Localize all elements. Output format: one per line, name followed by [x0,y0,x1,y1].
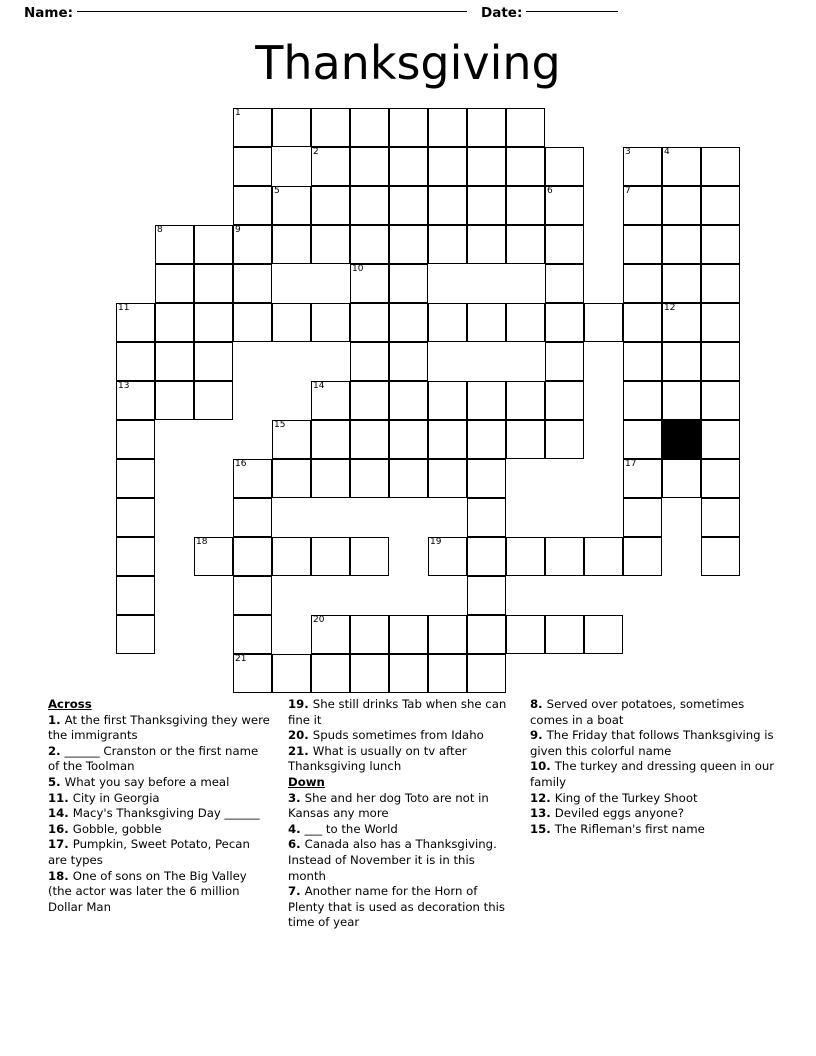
clue-text: Canada also has a Thanksgiving. Instead of November it is in this month [288,837,497,883]
grid-cell[interactable] [545,381,584,420]
grid-cell[interactable] [623,498,662,537]
grid-cell[interactable] [116,537,155,576]
grid-cell-number: 4 [664,147,670,157]
clue-text: Spuds sometimes from Idaho [312,728,484,743]
grid-cell[interactable] [623,420,662,459]
clue-item [288,744,516,775]
grid-cell[interactable] [233,498,272,537]
clue-item [48,713,270,744]
clue-item [48,837,270,868]
grid-cell[interactable] [116,342,155,381]
clue-text: The turkey and dressing queen in our family [530,759,775,789]
grid-cell[interactable] [272,459,311,498]
grid-cell[interactable] [233,225,272,264]
grid-cell[interactable] [428,225,467,264]
grid-cell[interactable] [662,381,701,420]
grid-cell[interactable] [311,225,350,264]
clue-text: She still drinks Tab when she can fine it [288,697,507,727]
grid-cell[interactable] [545,225,584,264]
grid-cell[interactable] [623,459,662,498]
grid-cell[interactable] [467,615,506,654]
clue-text: Served over potatoes, sometimes comes in a boat [530,697,745,727]
grid-cell[interactable] [545,537,584,576]
grid-cell-number: 2 [313,147,319,157]
page-title: Thanksgiving [255,36,561,90]
grid-cell[interactable] [701,342,740,381]
grid-cell[interactable] [350,342,389,381]
grid-cell[interactable] [584,615,623,654]
grid-cell-number: 12 [664,303,676,313]
grid-cell[interactable] [350,459,389,498]
grid-cell[interactable] [428,654,467,693]
grid-cell[interactable] [506,615,545,654]
grid-cell[interactable] [389,420,428,459]
grid-cell[interactable] [311,615,350,654]
clue-item [530,759,778,790]
grid-cell[interactable] [701,303,740,342]
grid-cell[interactable] [389,615,428,654]
grid-cell[interactable] [155,303,194,342]
clue-item [48,791,270,807]
clue-number: 21. [288,743,313,758]
grid-cell[interactable] [272,186,311,225]
clue-text: What is usually on tv after Thanksgiving lunch [288,743,467,774]
grid-cell[interactable] [233,459,272,498]
grid-cell[interactable] [506,381,545,420]
clue-text: Gobble, gobble [72,821,162,836]
grid-cell[interactable] [350,615,389,654]
clue-number: 14. [48,806,73,821]
grid-cell-number: 10 [352,264,364,274]
clue-number: 6. [288,837,305,852]
grid-cell[interactable] [506,537,545,576]
grid-cell[interactable] [428,615,467,654]
grid-cell[interactable] [233,303,272,342]
grid-cell-number: 9 [235,225,241,235]
grid-cell[interactable] [467,498,506,537]
grid-cell[interactable] [350,537,389,576]
grid-cell[interactable] [155,225,194,264]
clue-number: 16. [48,821,73,836]
clue-item [530,791,778,807]
grid-cell[interactable] [116,420,155,459]
clue-text: The Rifleman's first name [554,821,705,836]
grid-cell[interactable] [389,654,428,693]
down-heading: Down [288,774,325,789]
grid-cell[interactable] [116,576,155,615]
grid-cell[interactable] [428,303,467,342]
grid-cell[interactable] [194,303,233,342]
grid-cell[interactable] [350,420,389,459]
grid-cell[interactable] [467,537,506,576]
grid-cell[interactable] [662,225,701,264]
grid-cell[interactable] [467,381,506,420]
grid-cell[interactable] [428,108,467,147]
clue-item [530,822,778,838]
clue-item [48,869,270,916]
clue-number: 3. [288,790,305,805]
grid-cell[interactable] [545,264,584,303]
grid-cell[interactable] [272,108,311,147]
grid-cell[interactable] [467,108,506,147]
grid-cell[interactable] [350,186,389,225]
grid-cell-blocked [662,420,701,459]
grid-cell[interactable] [545,186,584,225]
clue-text: She and her dog Toto are not in Kansas any more [288,790,489,821]
clue-text: ___ to the World [304,821,398,836]
clue-number: 13. [530,806,555,821]
grid-cell[interactable] [311,303,350,342]
grid-cell[interactable] [389,225,428,264]
grid-cell[interactable] [428,420,467,459]
clue-number: 1. [48,712,65,727]
grid-cell[interactable] [467,459,506,498]
grid-cell[interactable] [701,537,740,576]
clue-number: 19. [288,697,313,711]
name-write-line [77,11,467,12]
clue-number: 15. [530,821,555,836]
clue-item [48,775,270,791]
grid-cell[interactable] [623,186,662,225]
grid-cell[interactable] [662,264,701,303]
grid-cell[interactable] [350,264,389,303]
across-heading: Across [48,697,92,711]
clue-number: 9. [530,728,547,743]
grid-cell[interactable] [545,615,584,654]
grid-cell[interactable] [155,342,194,381]
clue-item [48,744,270,775]
grid-cell[interactable] [350,654,389,693]
grid-cell[interactable] [311,381,350,420]
grid-cell[interactable] [662,303,701,342]
grid-cell-number: 5 [274,186,280,196]
grid-cell[interactable] [428,381,467,420]
clue-item [530,728,778,759]
grid-cell[interactable] [350,147,389,186]
grid-cell[interactable] [311,537,350,576]
grid-cell[interactable] [584,303,623,342]
grid-cell[interactable] [701,186,740,225]
clue-column-2 [288,697,516,931]
grid-cell[interactable] [467,225,506,264]
grid-cell[interactable] [623,147,662,186]
grid-cell[interactable] [233,186,272,225]
grid-cell-number: 1 [235,108,241,118]
grid-cell[interactable] [311,147,350,186]
grid-cell[interactable] [467,654,506,693]
grid-cell[interactable] [584,537,623,576]
grid-cell[interactable] [545,147,584,186]
grid-cell[interactable] [272,303,311,342]
grid-cell[interactable] [272,537,311,576]
grid-cell[interactable] [116,303,155,342]
grid-cell-number: 3 [625,147,631,157]
grid-cell[interactable] [662,459,701,498]
grid-cell[interactable] [701,381,740,420]
grid-cell[interactable] [428,459,467,498]
grid-cell-number: 14 [313,381,325,391]
grid-cell[interactable] [389,264,428,303]
grid-cell[interactable] [194,264,233,303]
grid-cell[interactable] [233,654,272,693]
grid-cell[interactable] [116,615,155,654]
grid-cell[interactable] [662,186,701,225]
clue-text: Deviled eggs anyone? [554,806,684,821]
grid-cell[interactable] [311,654,350,693]
clue-text: At the first Thanksgiving they were the immigrants [48,712,270,743]
grid-cell[interactable] [389,342,428,381]
grid-cell[interactable] [467,420,506,459]
clue-item [288,884,516,931]
clue-item [48,806,270,822]
grid-cell[interactable] [233,264,272,303]
grid-cell-number: 20 [313,615,325,625]
grid-cell[interactable] [116,459,155,498]
grid-cell[interactable] [506,108,545,147]
grid-cell[interactable] [389,381,428,420]
grid-cell-number: 17 [625,459,637,469]
clue-number: 10. [530,759,555,774]
clue-number: 2. [48,743,65,758]
clue-text: Pumpkin, Sweet Potato, Pecan are types [48,837,250,867]
clue-number: 17. [48,837,73,852]
grid-cell[interactable] [467,186,506,225]
clue-item [288,837,516,884]
grid-cell[interactable] [233,576,272,615]
clue-item [288,822,516,838]
grid-cell[interactable] [194,381,233,420]
grid-cell[interactable] [506,186,545,225]
grid-cell[interactable] [272,420,311,459]
date-write-line [526,11,618,12]
grid-cell[interactable] [623,342,662,381]
grid-cell[interactable] [467,147,506,186]
grid-cell[interactable] [350,108,389,147]
grid-cell[interactable] [311,420,350,459]
grid-cell[interactable] [545,420,584,459]
grid-cell[interactable] [350,381,389,420]
clue-text: What you say before a meal [64,774,230,789]
grid-cell[interactable] [233,615,272,654]
clue-column-1 [48,697,270,915]
grid-cell[interactable] [272,654,311,693]
grid-cell[interactable] [272,225,311,264]
grid-cell[interactable] [194,537,233,576]
crossword-grid[interactable] [0,108,816,693]
grid-cell[interactable] [701,420,740,459]
grid-cell[interactable] [701,459,740,498]
grid-cell-number: 19 [430,537,442,547]
grid-cell[interactable] [233,537,272,576]
clue-item [530,806,778,822]
grid-cell[interactable] [467,303,506,342]
grid-cell[interactable] [506,303,545,342]
grid-cell[interactable] [428,537,467,576]
clue-item [530,697,778,728]
grid-cell[interactable] [194,342,233,381]
grid-cell[interactable] [623,264,662,303]
grid-cell[interactable] [506,225,545,264]
grid-cell[interactable] [701,225,740,264]
grid-cell-number: 13 [118,381,130,391]
clue-item [288,791,516,822]
grid-cell-number: 6 [547,186,553,196]
grid-cell[interactable] [428,147,467,186]
clue-number: 8. [530,697,547,711]
clue-item [48,822,270,838]
date-label: Date: [481,5,523,21]
grid-cell[interactable] [701,498,740,537]
grid-cell[interactable] [389,108,428,147]
clue-text: Macy's Thanksgiving Day ______ [72,806,260,821]
grid-cell-number: 8 [157,225,163,235]
grid-cell[interactable] [311,108,350,147]
grid-cell[interactable] [389,459,428,498]
clue-text: City in Georgia [72,790,160,805]
grid-cell[interactable] [116,381,155,420]
grid-cell[interactable] [116,498,155,537]
grid-cell-number: 16 [235,459,247,469]
grid-cell[interactable] [623,381,662,420]
clue-text: One of sons on The Big Valley (the actor was later the 6 million Dollar Man [48,868,247,914]
grid-cell[interactable] [623,303,662,342]
grid-cell[interactable] [233,108,272,147]
grid-cell[interactable] [506,147,545,186]
grid-cell[interactable] [389,186,428,225]
grid-cell[interactable] [662,342,701,381]
grid-cell[interactable] [155,381,194,420]
grid-cell[interactable] [701,147,740,186]
grid-cell[interactable] [233,147,272,186]
grid-cell[interactable] [311,459,350,498]
grid-cell[interactable] [467,576,506,615]
grid-cell[interactable] [662,147,701,186]
grid-cell[interactable] [701,264,740,303]
grid-cell[interactable] [155,264,194,303]
grid-cell[interactable] [389,303,428,342]
grid-cell[interactable] [623,537,662,576]
clue-number: 20. [288,728,313,743]
grid-cell-number: 21 [235,654,247,664]
clue-item [288,697,516,728]
grid-cell-number: 11 [118,303,130,313]
clue-number: 4. [288,821,305,836]
clue-text: The Friday that follows Thanksgiving is given this colorful name [530,728,774,758]
grid-cell-number: 7 [625,186,631,196]
grid-cell[interactable] [194,225,233,264]
clue-text: ______ Cranston or the first name of the Toolman [48,743,259,774]
grid-cell-number: 15 [274,420,286,430]
clue-column-3 [530,697,778,837]
grid-cell[interactable] [389,147,428,186]
clue-text: King of the Turkey Shoot [554,790,698,805]
clue-number: 18. [48,868,73,883]
grid-cell[interactable] [428,186,467,225]
grid-cell[interactable] [350,225,389,264]
worksheet-header [0,0,816,26]
grid-cell[interactable] [350,303,389,342]
grid-cell[interactable] [545,342,584,381]
clue-item [288,728,516,744]
clue-section [0,697,816,997]
clue-number: 12. [530,790,555,805]
grid-cell[interactable] [506,420,545,459]
clue-text: Another name for the Horn of Plenty that is used as decoration this time of year [288,884,505,930]
clue-number: 11. [48,790,73,805]
grid-cell[interactable] [545,303,584,342]
grid-cell[interactable] [623,225,662,264]
name-label: Name: [24,5,74,21]
clue-number: 5. [48,774,65,789]
grid-cell-number: 18 [196,537,208,547]
grid-cell[interactable] [311,186,350,225]
clue-number: 7. [288,884,305,899]
